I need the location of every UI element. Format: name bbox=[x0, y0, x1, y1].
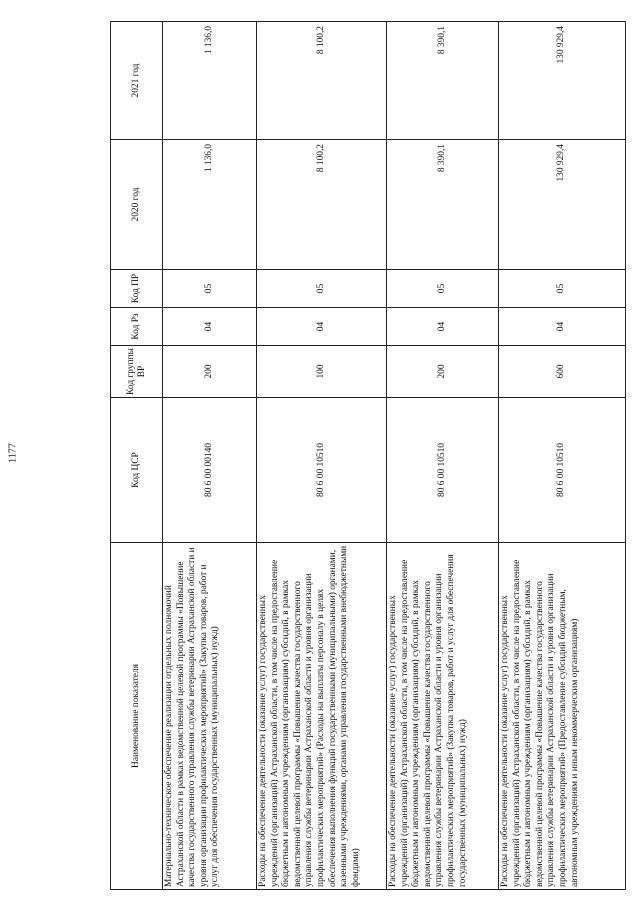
row-csr: 80 6 00 10510 bbox=[387, 398, 499, 543]
budget-table bbox=[110, 21, 626, 890]
row-rz: 04 bbox=[387, 308, 499, 346]
header-name: Наименование показателя bbox=[111, 543, 163, 890]
row-name: Расходы на обеспечение деятельности (оказание услуг) государственных учреждений (организаций) Астраханской области, в том числе на предоставление бюджетным и автономным учреждениям (организациям) субсидий, в рамках ведомственной целевой программы «Повышение качества государственного управления службы ветеринарии Астраханской области и уровня организации профилактических мероприятий» (Предоставление субсидий бюджетным, автономным учреждениям и иным некоммерческим организациям) bbox=[499, 543, 626, 890]
row-rz: 04 bbox=[257, 308, 387, 346]
row-pr: 05 bbox=[387, 270, 499, 308]
row-vr: 200 bbox=[163, 346, 257, 398]
row-rz: 04 bbox=[163, 308, 257, 346]
rotated-table-area bbox=[110, 22, 625, 890]
row-2020: 8 390,1 bbox=[387, 140, 499, 270]
row-vr: 100 bbox=[257, 346, 387, 398]
header-csr: Код ЦСР bbox=[111, 398, 163, 543]
row-name: Материально-техническое обеспечение реализации отдельных полномочий Астраханской области в рамках ведомственной целевой программы «Повышение качества государственного управления службы ветеринарии Астраханской области и уровня организации профилактических мероприятий» (Закупка товаров, работ и услуг для обеспечения государственных (муниципальных) нужд) bbox=[163, 543, 257, 890]
row-vr: 600 bbox=[499, 346, 626, 398]
row-pr: 05 bbox=[163, 270, 257, 308]
header-rz: Код Рз bbox=[111, 308, 163, 346]
page-number bbox=[0, 438, 25, 468]
header-2020: 2020 год bbox=[111, 140, 163, 270]
row-name: Расходы на обеспечение деятельности (оказание услуг) государственных учреждений (организаций) Астраханской области, в том числе на предоставление бюджетным и автономным учреждениям (организациям) субсидий, в рамках ведомственной целевой программы «Повышение качества государственного управления службы ветеринарии Астраханской области и уровня организации профилактических мероприятий» (Закупка товаров, работ и услуг для обеспечения государственных (муниципальных) нужд) bbox=[387, 543, 499, 890]
row-2021: 1 136,0 bbox=[163, 22, 257, 140]
row-rz: 04 bbox=[499, 308, 626, 346]
row-vr: 200 bbox=[387, 346, 499, 398]
row-2021: 8 390,1 bbox=[387, 22, 499, 140]
page-number-text: 1177 bbox=[7, 443, 18, 463]
row-2020: 130 929,4 bbox=[499, 140, 626, 270]
row-csr: 80 6 00 10510 bbox=[257, 398, 387, 543]
row-2021: 130 929,4 bbox=[499, 22, 626, 140]
table-row bbox=[163, 22, 257, 890]
row-csr: 80 6 00 00140 bbox=[163, 398, 257, 543]
table-row bbox=[257, 22, 387, 890]
header-vr: Код группы ВР bbox=[111, 346, 163, 398]
row-name: Расходы на обеспечение деятельности (оказание услуг) государственных учреждений (организаций) Астраханской области, в том числе на предоставление бюджетным и автономным учреждениям (организациям) субсидий, в рамках ведомственной целевой программы «Повышение качества государственного управления службы ветеринарии Астраханской области и уровня организации профилактических мероприятий» (Расходы на выплаты персоналу в целях обеспечения выполнения функций государственными (муниципальными) органами, казенными учреждениями, органами управления государственными внебюджетными фондами) bbox=[257, 543, 387, 890]
row-2020: 8 100,2 bbox=[257, 140, 387, 270]
header-row bbox=[111, 22, 163, 890]
row-pr: 05 bbox=[257, 270, 387, 308]
row-csr: 80 6 00 10510 bbox=[499, 398, 626, 543]
table-row bbox=[499, 22, 626, 890]
rotated-table-container bbox=[110, 22, 625, 890]
header-pr: Код ПР bbox=[111, 270, 163, 308]
table-row bbox=[387, 22, 499, 890]
row-pr: 05 bbox=[499, 270, 626, 308]
row-2021: 8 100,2 bbox=[257, 22, 387, 140]
row-2020: 1 136,0 bbox=[163, 140, 257, 270]
header-2021: 2021 год bbox=[111, 22, 163, 140]
